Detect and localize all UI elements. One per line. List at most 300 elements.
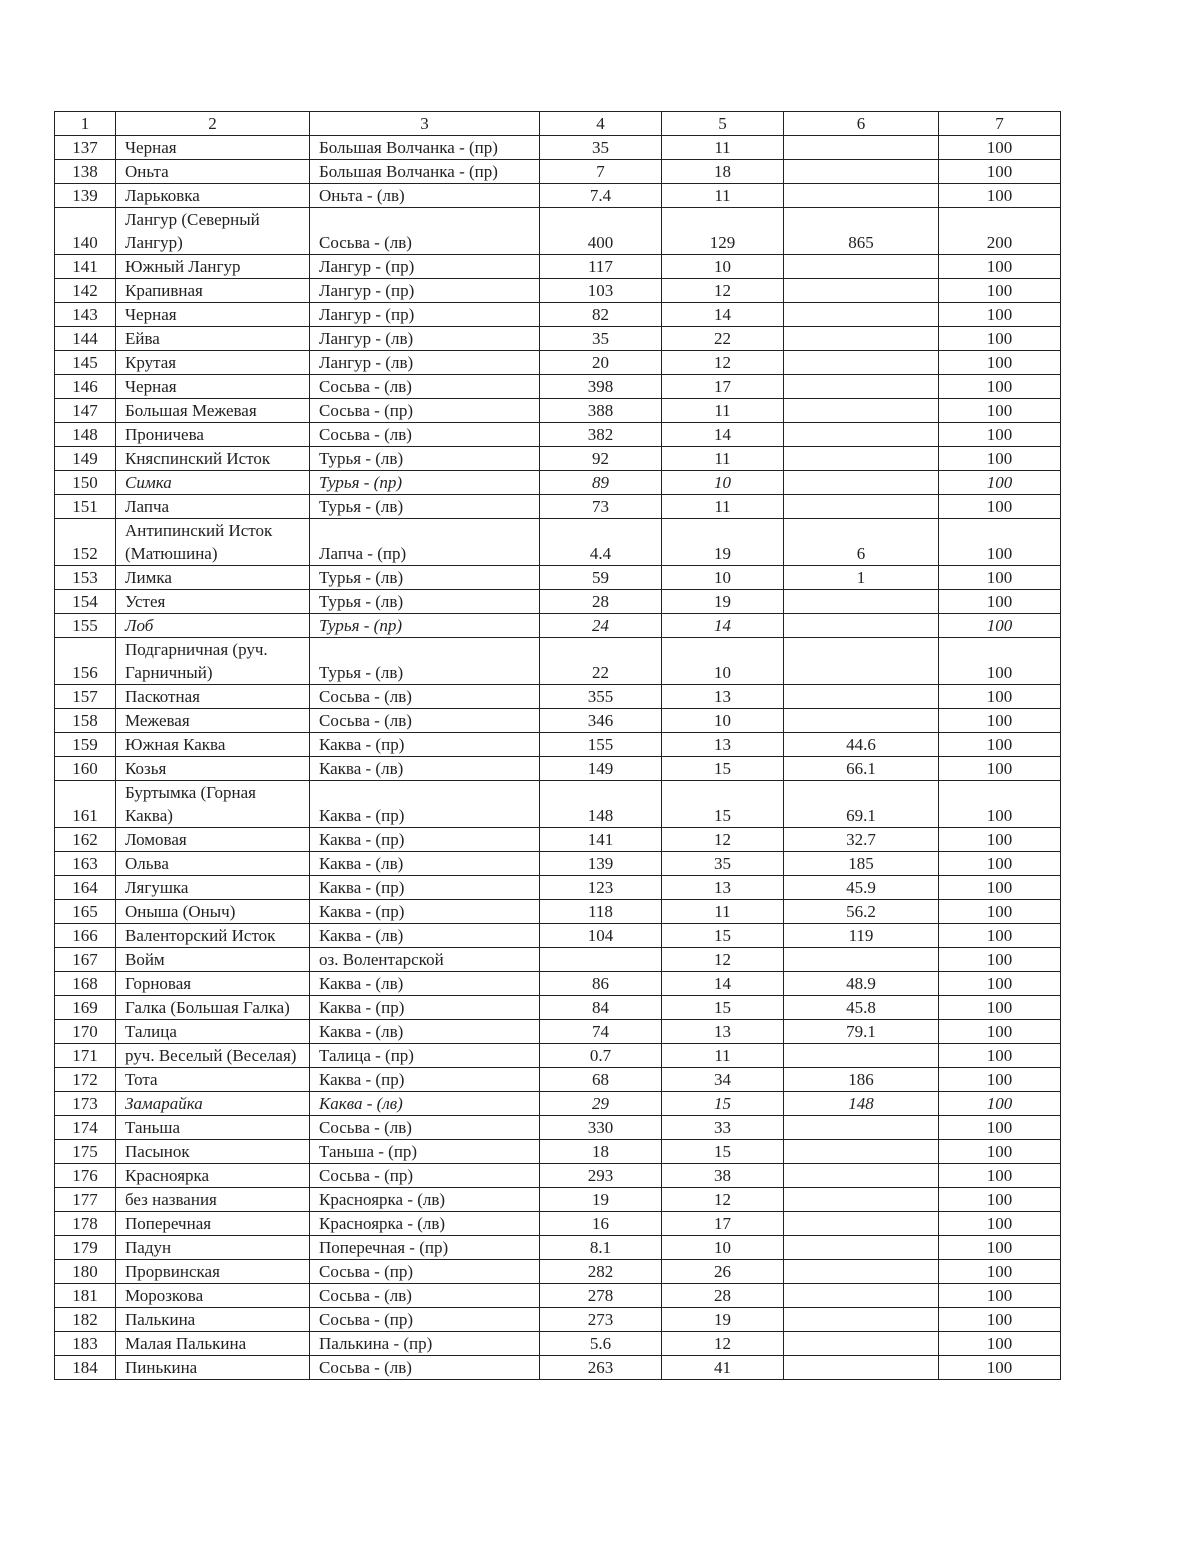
width-cell: 100 xyxy=(939,423,1061,447)
length-cell: 4.4 xyxy=(540,519,662,566)
length-cell: 103 xyxy=(540,279,662,303)
number-cell: 154 xyxy=(55,590,116,614)
distance-cell: 17 xyxy=(662,1212,784,1236)
distance-cell: 19 xyxy=(662,519,784,566)
table-row xyxy=(55,948,1061,972)
length-cell: 7 xyxy=(540,160,662,184)
area-cell xyxy=(784,948,939,972)
area-cell: 119 xyxy=(784,924,939,948)
distance-cell: 18 xyxy=(662,160,784,184)
width-cell: 100 xyxy=(939,757,1061,781)
number-cell: 169 xyxy=(55,996,116,1020)
length-cell: 89 xyxy=(540,471,662,495)
number-cell: 165 xyxy=(55,900,116,924)
table-row xyxy=(55,519,1061,566)
area-cell: 186 xyxy=(784,1068,939,1092)
header-cell-inflow: 3 xyxy=(310,112,540,136)
inflow-cell: Сосьва - (лв) xyxy=(310,685,540,709)
length-cell: 155 xyxy=(540,733,662,757)
length-cell: 19 xyxy=(540,1188,662,1212)
number-cell: 171 xyxy=(55,1044,116,1068)
table-row xyxy=(55,1308,1061,1332)
table-row xyxy=(55,614,1061,638)
river-name-cell: руч. Веселый (Веселая) xyxy=(116,1044,310,1068)
length-cell: 29 xyxy=(540,1092,662,1116)
inflow-cell: Сосьва - (пр) xyxy=(310,1260,540,1284)
inflow-cell: Сосьва - (лв) xyxy=(310,375,540,399)
number-cell: 170 xyxy=(55,1020,116,1044)
river-name-cell: Паскотная xyxy=(116,685,310,709)
width-cell: 100 xyxy=(939,852,1061,876)
width-cell: 100 xyxy=(939,495,1061,519)
width-cell: 100 xyxy=(939,1212,1061,1236)
river-name-cell: Княспинский Исток xyxy=(116,447,310,471)
inflow-cell: Лангур - (пр) xyxy=(310,279,540,303)
table-row xyxy=(55,685,1061,709)
table-row xyxy=(55,1020,1061,1044)
number-cell: 157 xyxy=(55,685,116,709)
river-name-cell: Лягушка xyxy=(116,876,310,900)
area-cell xyxy=(784,1140,939,1164)
river-name-cell: Валенторский Исток xyxy=(116,924,310,948)
area-cell: 48.9 xyxy=(784,972,939,996)
area-cell xyxy=(784,1212,939,1236)
length-cell: 388 xyxy=(540,399,662,423)
table-row xyxy=(55,1068,1061,1092)
river-name-cell: без названия xyxy=(116,1188,310,1212)
length-cell: 149 xyxy=(540,757,662,781)
table-row xyxy=(55,375,1061,399)
area-cell xyxy=(784,1260,939,1284)
inflow-cell: Каква - (лв) xyxy=(310,972,540,996)
distance-cell: 14 xyxy=(662,303,784,327)
number-cell: 177 xyxy=(55,1188,116,1212)
distance-cell: 13 xyxy=(662,733,784,757)
river-name-cell: Антипинский Исток (Матюшина) xyxy=(116,519,310,566)
river-name-cell: Большая Межевая xyxy=(116,399,310,423)
number-cell: 138 xyxy=(55,160,116,184)
distance-cell: 13 xyxy=(662,876,784,900)
inflow-cell: Турья - (пр) xyxy=(310,471,540,495)
distance-cell: 11 xyxy=(662,184,784,208)
inflow-cell: Лапча - (пр) xyxy=(310,519,540,566)
area-cell xyxy=(784,447,939,471)
width-cell: 100 xyxy=(939,255,1061,279)
inflow-cell: Талица - (пр) xyxy=(310,1044,540,1068)
table-row xyxy=(55,1044,1061,1068)
rivers-table xyxy=(54,111,1061,1380)
inflow-cell: Каква - (пр) xyxy=(310,733,540,757)
inflow-cell: Палькина - (пр) xyxy=(310,1332,540,1356)
area-cell xyxy=(784,303,939,327)
number-cell: 173 xyxy=(55,1092,116,1116)
area-cell xyxy=(784,184,939,208)
length-cell: 148 xyxy=(540,781,662,828)
river-name-cell: Падун xyxy=(116,1236,310,1260)
river-name-cell: Лоб xyxy=(116,614,310,638)
distance-cell: 26 xyxy=(662,1260,784,1284)
inflow-cell: Сосьва - (лв) xyxy=(310,709,540,733)
river-name-cell: Палькина xyxy=(116,1308,310,1332)
number-cell: 146 xyxy=(55,375,116,399)
distance-cell: 22 xyxy=(662,327,784,351)
table-row xyxy=(55,1356,1061,1380)
distance-cell: 15 xyxy=(662,924,784,948)
table-row xyxy=(55,136,1061,160)
length-cell: 0.7 xyxy=(540,1044,662,1068)
distance-cell: 15 xyxy=(662,781,784,828)
table-row xyxy=(55,924,1061,948)
width-cell: 100 xyxy=(939,1140,1061,1164)
inflow-cell: Поперечная - (пр) xyxy=(310,1236,540,1260)
river-name-cell: Южный Лангур xyxy=(116,255,310,279)
table-row xyxy=(55,828,1061,852)
length-cell: 117 xyxy=(540,255,662,279)
width-cell: 100 xyxy=(939,685,1061,709)
number-cell: 179 xyxy=(55,1236,116,1260)
number-cell: 142 xyxy=(55,279,116,303)
river-name-cell: Лангур (Северный Лангур) xyxy=(116,208,310,255)
area-cell xyxy=(784,1332,939,1356)
inflow-cell: Сосьва - (лв) xyxy=(310,1356,540,1380)
area-cell: 45.8 xyxy=(784,996,939,1020)
number-cell: 162 xyxy=(55,828,116,852)
length-cell: 398 xyxy=(540,375,662,399)
area-cell xyxy=(784,1044,939,1068)
table-row xyxy=(55,447,1061,471)
length-cell: 86 xyxy=(540,972,662,996)
river-name-cell: Проничева xyxy=(116,423,310,447)
number-cell: 155 xyxy=(55,614,116,638)
inflow-cell: Каква - (лв) xyxy=(310,852,540,876)
width-cell: 100 xyxy=(939,471,1061,495)
number-cell: 158 xyxy=(55,709,116,733)
inflow-cell: Большая Волчанка - (пр) xyxy=(310,160,540,184)
river-name-cell: Войм xyxy=(116,948,310,972)
distance-cell: 11 xyxy=(662,399,784,423)
width-cell: 100 xyxy=(939,1308,1061,1332)
area-cell: 56.2 xyxy=(784,900,939,924)
table-row xyxy=(55,184,1061,208)
table-row xyxy=(55,709,1061,733)
width-cell: 100 xyxy=(939,327,1061,351)
inflow-cell: Сосьва - (лв) xyxy=(310,423,540,447)
width-cell: 100 xyxy=(939,1284,1061,1308)
length-cell: 141 xyxy=(540,828,662,852)
length-cell: 118 xyxy=(540,900,662,924)
distance-cell: 11 xyxy=(662,495,784,519)
number-cell: 183 xyxy=(55,1332,116,1356)
width-cell: 100 xyxy=(939,590,1061,614)
number-cell: 148 xyxy=(55,423,116,447)
river-name-cell: Таньша xyxy=(116,1116,310,1140)
table-row xyxy=(55,279,1061,303)
area-cell xyxy=(784,136,939,160)
inflow-cell: Каква - (пр) xyxy=(310,876,540,900)
table-row xyxy=(55,781,1061,828)
river-name-cell: Подгарничная (руч. Гарничный) xyxy=(116,638,310,685)
width-cell: 100 xyxy=(939,1356,1061,1380)
length-cell: 24 xyxy=(540,614,662,638)
distance-cell: 10 xyxy=(662,255,784,279)
river-name-cell: Черная xyxy=(116,136,310,160)
river-name-cell: Козья xyxy=(116,757,310,781)
number-cell: 161 xyxy=(55,781,116,828)
inflow-cell: Сосьва - (пр) xyxy=(310,399,540,423)
river-name-cell: Лимка xyxy=(116,566,310,590)
inflow-cell: Сосьва - (лв) xyxy=(310,208,540,255)
area-cell: 865 xyxy=(784,208,939,255)
river-name-cell: Черная xyxy=(116,375,310,399)
header-cell-width: 7 xyxy=(939,112,1061,136)
number-cell: 176 xyxy=(55,1164,116,1188)
river-name-cell: Ейва xyxy=(116,327,310,351)
width-cell: 100 xyxy=(939,638,1061,685)
number-cell: 166 xyxy=(55,924,116,948)
river-name-cell: Крутая xyxy=(116,351,310,375)
distance-cell: 14 xyxy=(662,972,784,996)
table-row xyxy=(55,733,1061,757)
number-cell: 184 xyxy=(55,1356,116,1380)
inflow-cell: Лангур - (пр) xyxy=(310,255,540,279)
length-cell: 263 xyxy=(540,1356,662,1380)
table-row xyxy=(55,399,1061,423)
distance-cell: 17 xyxy=(662,375,784,399)
inflow-cell: Турья - (лв) xyxy=(310,590,540,614)
length-cell: 330 xyxy=(540,1116,662,1140)
length-cell: 400 xyxy=(540,208,662,255)
area-cell xyxy=(784,160,939,184)
length-cell: 139 xyxy=(540,852,662,876)
river-name-cell: Малая Палькина xyxy=(116,1332,310,1356)
distance-cell: 13 xyxy=(662,1020,784,1044)
table-row xyxy=(55,900,1061,924)
length-cell: 59 xyxy=(540,566,662,590)
number-cell: 137 xyxy=(55,136,116,160)
length-cell: 7.4 xyxy=(540,184,662,208)
inflow-cell: Каква - (пр) xyxy=(310,781,540,828)
inflow-cell: Сосьва - (лв) xyxy=(310,1284,540,1308)
header-row xyxy=(55,112,1061,136)
river-name-cell: Крапивная xyxy=(116,279,310,303)
width-cell: 100 xyxy=(939,447,1061,471)
distance-cell: 19 xyxy=(662,590,784,614)
inflow-cell: Лангур - (лв) xyxy=(310,327,540,351)
distance-cell: 33 xyxy=(662,1116,784,1140)
area-cell xyxy=(784,1116,939,1140)
number-cell: 168 xyxy=(55,972,116,996)
inflow-cell: Турья - (лв) xyxy=(310,566,540,590)
area-cell: 32.7 xyxy=(784,828,939,852)
length-cell: 278 xyxy=(540,1284,662,1308)
area-cell xyxy=(784,1188,939,1212)
table-row xyxy=(55,1284,1061,1308)
width-cell: 100 xyxy=(939,996,1061,1020)
river-name-cell: Устея xyxy=(116,590,310,614)
inflow-cell: Каква - (лв) xyxy=(310,757,540,781)
number-cell: 143 xyxy=(55,303,116,327)
number-cell: 167 xyxy=(55,948,116,972)
table-row xyxy=(55,1092,1061,1116)
width-cell: 100 xyxy=(939,1044,1061,1068)
area-cell: 66.1 xyxy=(784,757,939,781)
table-row xyxy=(55,876,1061,900)
length-cell: 28 xyxy=(540,590,662,614)
number-cell: 153 xyxy=(55,566,116,590)
table-row xyxy=(55,590,1061,614)
distance-cell: 12 xyxy=(662,1332,784,1356)
width-cell: 100 xyxy=(939,828,1061,852)
area-cell xyxy=(784,1356,939,1380)
table-row xyxy=(55,303,1061,327)
width-cell: 100 xyxy=(939,1068,1061,1092)
number-cell: 147 xyxy=(55,399,116,423)
length-cell: 5.6 xyxy=(540,1332,662,1356)
width-cell: 100 xyxy=(939,1164,1061,1188)
river-name-cell: Межевая xyxy=(116,709,310,733)
distance-cell: 13 xyxy=(662,685,784,709)
table-row xyxy=(55,638,1061,685)
distance-cell: 14 xyxy=(662,614,784,638)
area-cell xyxy=(784,327,939,351)
inflow-cell: Каква - (пр) xyxy=(310,996,540,1020)
area-cell xyxy=(784,375,939,399)
area-cell xyxy=(784,638,939,685)
inflow-cell: Каква - (пр) xyxy=(310,1068,540,1092)
area-cell: 148 xyxy=(784,1092,939,1116)
inflow-cell: Красноярка - (лв) xyxy=(310,1188,540,1212)
area-cell xyxy=(784,255,939,279)
area-cell xyxy=(784,614,939,638)
river-name-cell: Поперечная xyxy=(116,1212,310,1236)
header-cell-length: 4 xyxy=(540,112,662,136)
width-cell: 100 xyxy=(939,399,1061,423)
table-row xyxy=(55,255,1061,279)
area-cell xyxy=(784,685,939,709)
width-cell: 100 xyxy=(939,519,1061,566)
inflow-cell: Сосьва - (пр) xyxy=(310,1308,540,1332)
distance-cell: 15 xyxy=(662,1140,784,1164)
number-cell: 152 xyxy=(55,519,116,566)
length-cell: 293 xyxy=(540,1164,662,1188)
river-name-cell: Черная xyxy=(116,303,310,327)
distance-cell: 14 xyxy=(662,423,784,447)
width-cell: 100 xyxy=(939,566,1061,590)
number-cell: 182 xyxy=(55,1308,116,1332)
area-cell xyxy=(784,1236,939,1260)
distance-cell: 38 xyxy=(662,1164,784,1188)
table-row xyxy=(55,972,1061,996)
table-row xyxy=(55,1116,1061,1140)
river-name-cell: Пасынок xyxy=(116,1140,310,1164)
header-cell-number: 1 xyxy=(55,112,116,136)
table-row xyxy=(55,471,1061,495)
river-name-cell: Южная Каква xyxy=(116,733,310,757)
length-cell: 18 xyxy=(540,1140,662,1164)
width-cell: 100 xyxy=(939,1020,1061,1044)
river-name-cell: Тота xyxy=(116,1068,310,1092)
length-cell: 8.1 xyxy=(540,1236,662,1260)
width-cell: 100 xyxy=(939,160,1061,184)
area-cell: 79.1 xyxy=(784,1020,939,1044)
area-cell xyxy=(784,590,939,614)
number-cell: 159 xyxy=(55,733,116,757)
distance-cell: 10 xyxy=(662,1236,784,1260)
river-name-cell: Ларьковка xyxy=(116,184,310,208)
number-cell: 175 xyxy=(55,1140,116,1164)
number-cell: 150 xyxy=(55,471,116,495)
number-cell: 156 xyxy=(55,638,116,685)
inflow-cell: Таньша - (пр) xyxy=(310,1140,540,1164)
width-cell: 100 xyxy=(939,1260,1061,1284)
distance-cell: 129 xyxy=(662,208,784,255)
distance-cell: 12 xyxy=(662,828,784,852)
river-name-cell: Ломовая xyxy=(116,828,310,852)
inflow-cell: Турья - (лв) xyxy=(310,638,540,685)
length-cell: 355 xyxy=(540,685,662,709)
inflow-cell: Сосьва - (лв) xyxy=(310,1116,540,1140)
width-cell: 100 xyxy=(939,279,1061,303)
width-cell: 100 xyxy=(939,900,1061,924)
area-cell: 6 xyxy=(784,519,939,566)
number-cell: 180 xyxy=(55,1260,116,1284)
distance-cell: 34 xyxy=(662,1068,784,1092)
distance-cell: 19 xyxy=(662,1308,784,1332)
river-name-cell: Пинькина xyxy=(116,1356,310,1380)
number-cell: 181 xyxy=(55,1284,116,1308)
length-cell: 35 xyxy=(540,136,662,160)
number-cell: 178 xyxy=(55,1212,116,1236)
number-cell: 160 xyxy=(55,757,116,781)
river-name-cell: Симка xyxy=(116,471,310,495)
area-cell xyxy=(784,709,939,733)
table-row xyxy=(55,1332,1061,1356)
inflow-cell: Каква - (лв) xyxy=(310,924,540,948)
header-cell-area: 6 xyxy=(784,112,939,136)
river-name-cell: Морозкова xyxy=(116,1284,310,1308)
number-cell: 145 xyxy=(55,351,116,375)
width-cell: 100 xyxy=(939,1116,1061,1140)
inflow-cell: оз. Волентарской xyxy=(310,948,540,972)
inflow-cell: Большая Волчанка - (пр) xyxy=(310,136,540,160)
distance-cell: 10 xyxy=(662,471,784,495)
table-row xyxy=(55,566,1061,590)
length-cell: 104 xyxy=(540,924,662,948)
width-cell: 200 xyxy=(939,208,1061,255)
table-row xyxy=(55,1236,1061,1260)
river-name-cell: Лапча xyxy=(116,495,310,519)
table-row xyxy=(55,351,1061,375)
width-cell: 100 xyxy=(939,733,1061,757)
area-cell xyxy=(784,399,939,423)
width-cell: 100 xyxy=(939,184,1061,208)
inflow-cell: Турья - (лв) xyxy=(310,447,540,471)
distance-cell: 12 xyxy=(662,279,784,303)
table-row xyxy=(55,757,1061,781)
header-cell-distance: 5 xyxy=(662,112,784,136)
number-cell: 172 xyxy=(55,1068,116,1092)
length-cell: 35 xyxy=(540,327,662,351)
area-cell xyxy=(784,351,939,375)
area-cell xyxy=(784,423,939,447)
river-name-cell: Прорвинская xyxy=(116,1260,310,1284)
area-cell: 185 xyxy=(784,852,939,876)
table-row xyxy=(55,1164,1061,1188)
table-row xyxy=(55,495,1061,519)
number-cell: 164 xyxy=(55,876,116,900)
table-row xyxy=(55,996,1061,1020)
table-row xyxy=(55,423,1061,447)
